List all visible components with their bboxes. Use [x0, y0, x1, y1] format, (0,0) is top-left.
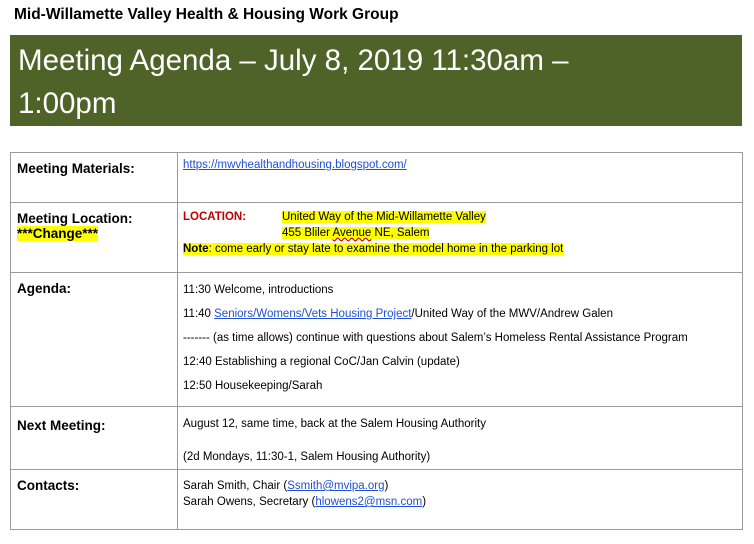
location-change-badge: ***Change*** — [17, 226, 99, 241]
contact-chair: Sarah Smith, Chair (Ssmith@mvipa.org) — [183, 480, 389, 492]
address-rest: NE, Salem — [371, 227, 430, 239]
agenda-table — [10, 152, 743, 530]
contact-secretary: Sarah Owens, Secretary (hlowens2@msn.com) — [183, 496, 427, 508]
materials-link[interactable]: https://mwvhealthandhousing.blogspot.com/ — [183, 159, 407, 171]
agenda-item-5: 12:50 Housekeeping/Sarah — [183, 380, 323, 392]
banner-title-line2: 1:00pm — [18, 87, 117, 120]
secretary-email-link[interactable]: hlowens2@msn.com — [315, 496, 423, 508]
org-title: Mid-Willamette Valley Health & Housing Work Group — [14, 6, 399, 23]
agenda-item-2: 11:40 Seniors/Womens/Vets Housing Project/United Way of the MWV/Andrew Galen — [183, 308, 613, 320]
agenda-row — [11, 273, 743, 407]
next-meeting-row — [11, 407, 743, 470]
chair-email-link[interactable]: Ssmith@mvipa.org — [287, 480, 385, 492]
meeting-banner — [10, 35, 742, 126]
banner-title-line1: Meeting Agenda – July 8, 2019 11:30am – — [18, 44, 569, 77]
location-address-1: United Way of the Mid-Willamette Valley — [282, 211, 486, 223]
next-meeting-label: Next Meeting: — [11, 407, 178, 470]
materials-label: Meeting Materials: — [11, 153, 178, 203]
materials-row — [11, 153, 743, 203]
contacts-row — [11, 470, 743, 530]
next-meeting-line-2: (2d Mondays, 11:30-1, Salem Housing Authority) — [183, 451, 431, 463]
agenda-item-3: ------- (as time allows) continue with questions about Salem’s Homeless Rental Assistance Program — [183, 332, 688, 344]
note-text: : come early or stay late to examine the model home in the parking lot — [208, 243, 564, 255]
next-meeting-line-1: August 12, same time, back at the Salem Housing Authority — [183, 418, 486, 430]
agenda-item-1: 11:30 Welcome, introductions — [183, 284, 334, 296]
address-avenue: Avenue — [332, 227, 372, 239]
location-note — [183, 243, 563, 255]
location-label-cell — [11, 203, 178, 273]
housing-project-link[interactable]: Seniors/Womens/Vets Housing Project — [214, 308, 412, 320]
location-row — [11, 203, 743, 273]
note-label: Note — [183, 243, 209, 255]
contacts-label: Contacts: — [11, 470, 178, 530]
agenda-item-4: 12:40 Establishing a regional CoC/Jan Calvin (update) — [183, 356, 460, 368]
location-heading: LOCATION: — [183, 211, 247, 223]
location-label: Meeting Location: — [17, 211, 133, 226]
agenda-label: Agenda: — [11, 273, 178, 407]
address-number: 455 Bliler — [282, 227, 333, 239]
location-address-2 — [282, 227, 429, 239]
